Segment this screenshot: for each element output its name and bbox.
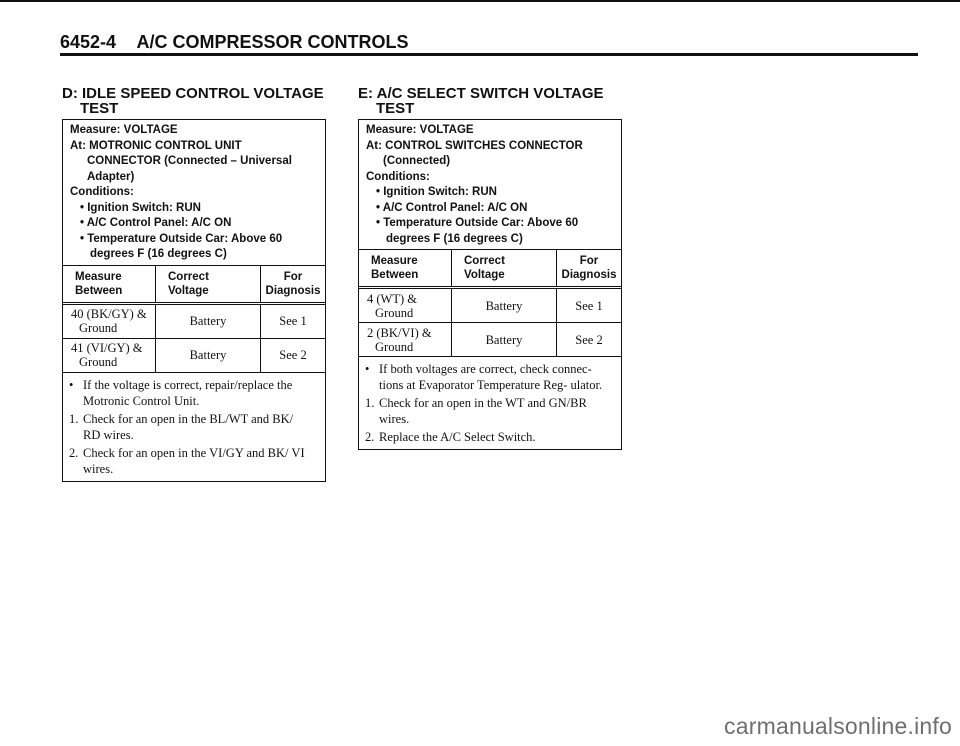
section-title-line2: TEST (376, 100, 415, 117)
condition-item: • Ignition Switch: RUN (80, 201, 201, 214)
cell-correct-voltage: Battery (156, 303, 261, 338)
test-box (358, 119, 622, 450)
condition-item: • Temperature Outside Car: Above 60 (80, 232, 283, 245)
at-line-cont: Adapter) (87, 170, 135, 183)
page-header (60, 32, 920, 53)
table-row (359, 323, 621, 357)
at-line: At: CONTROL SWITCHES CONNECTOR (366, 139, 583, 152)
section-title-line1: D: IDLE SPEED CONTROL VOLTAGE (62, 85, 324, 102)
table-row (359, 288, 621, 323)
note-item: • If the voltage is correct, repair/replace the Motronic Control Unit. (69, 377, 293, 408)
diagnosis-notes (359, 356, 621, 449)
header-for-diagnosis: For Diagnosis (261, 265, 326, 303)
condition-item: • A/C Control Panel: A/C ON (376, 201, 528, 214)
cell-correct-voltage: Battery (452, 288, 557, 323)
note-item: 1. Check for an open in the WT and GN/BR wires. (365, 396, 587, 426)
voltage-table (359, 249, 621, 356)
condition-item-cont: degrees F (16 degrees C) (386, 232, 523, 245)
condition-item: • A/C Control Panel: A/C ON (80, 217, 232, 229)
test-spec (63, 120, 325, 265)
header-measure-between: Measure Between (63, 265, 156, 303)
measure-line: Measure: VOLTAGE (70, 124, 178, 136)
header-correct-voltage: Correct Voltage (156, 265, 261, 303)
top-rule (0, 0, 960, 2)
header-for-diagnosis: For Diagnosis (557, 250, 622, 288)
note-item: 2. Check for an open in the VI/GY and BK/ VI wires. (69, 445, 305, 476)
header-rule (60, 53, 918, 56)
cell-for-diagnosis: See 1 (557, 288, 622, 323)
cell-correct-voltage: Battery (452, 323, 557, 357)
note-item: • If both voltages are correct, check connec- tions at Evaporator Temperature Reg- ulator. (365, 362, 603, 392)
section-title-line2: TEST (80, 100, 119, 117)
cell-measure-between: 4 (WT) & Ground (359, 288, 452, 323)
header-correct-voltage: Correct Voltage (452, 250, 557, 288)
cell-measure-between: 40 (BK/GY) & Ground (63, 303, 156, 338)
section-title-line1: E: A/C SELECT SWITCH VOLTAGE (358, 85, 604, 102)
conditions-label: Conditions: (366, 170, 430, 183)
at-line: At: MOTRONIC CONTROL UNIT (70, 139, 242, 152)
section-idle-speed-control-voltage-test (62, 86, 326, 482)
at-line-cont: CONNECTOR (Connected – Universal (87, 155, 292, 167)
section-title (358, 86, 622, 116)
header-measure-between: Measure Between (359, 250, 452, 288)
cell-measure-between: 41 (VI/GY) & Ground (63, 338, 156, 372)
table-row (63, 338, 325, 372)
table-header-row (63, 265, 325, 303)
test-box (62, 119, 326, 482)
cell-for-diagnosis: See 1 (261, 303, 326, 338)
cell-for-diagnosis: See 2 (557, 323, 622, 357)
page-title: A/C COMPRESSOR CONTROLS (136, 32, 409, 52)
table-row (63, 303, 325, 338)
conditions-label: Conditions: (70, 186, 134, 198)
condition-item: • Ignition Switch: RUN (376, 186, 497, 198)
cell-for-diagnosis: See 2 (261, 338, 326, 372)
measure-line: Measure: VOLTAGE (366, 124, 474, 136)
note-item: 2. Replace the A/C Select Switch. (365, 430, 536, 444)
at-line-cont: (Connected) (383, 155, 451, 167)
condition-item: • Temperature Outside Car: Above 60 (376, 217, 579, 229)
test-spec (359, 120, 621, 249)
condition-item-cont: degrees F (16 degrees C) (90, 248, 227, 260)
section-title (62, 86, 326, 116)
note-item: 1. Check for an open in the BL/WT and BK/ RD wires. (69, 411, 294, 442)
voltage-table (63, 265, 325, 372)
cell-measure-between: 2 (BK/VI) & Ground (359, 323, 452, 357)
diagnosis-notes (63, 372, 325, 481)
page-number: 6452-4 (60, 32, 117, 52)
cell-correct-voltage: Battery (156, 338, 261, 372)
section-ac-select-switch-voltage-test (358, 86, 622, 450)
watermark: carmanualsonline.info (724, 713, 952, 739)
table-header-row (359, 250, 621, 288)
